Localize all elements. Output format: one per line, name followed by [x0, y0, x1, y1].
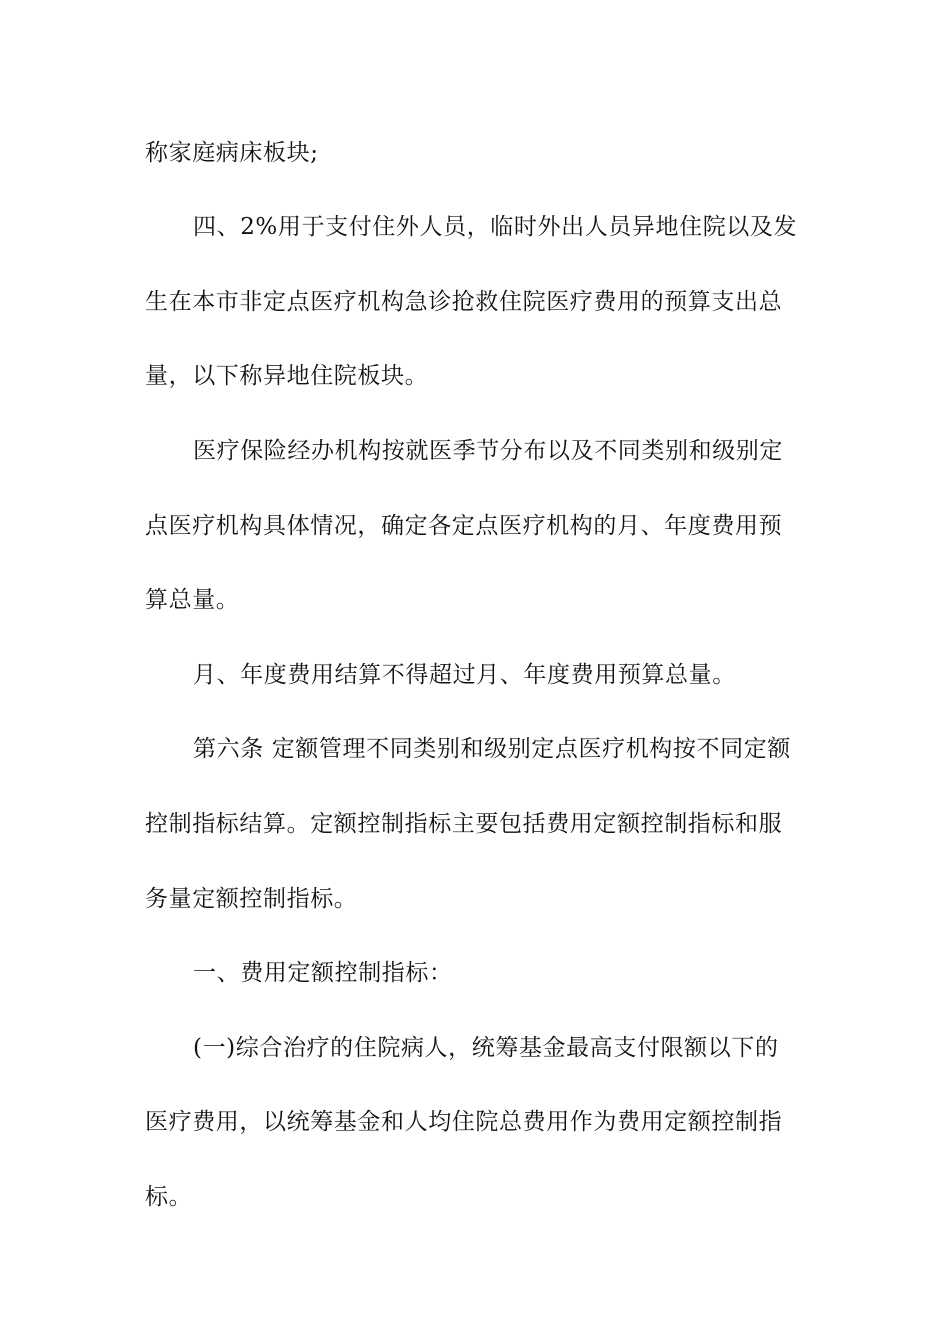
section-heading-line: 一、费用定额控制指标：	[193, 960, 453, 986]
text-line: 标。	[145, 1184, 193, 1210]
text-line: 控制指标结算。定额控制指标主要包括费用定额控制指标和服	[145, 811, 783, 837]
text-line: 务量定额控制指标。	[145, 886, 358, 912]
paragraph-start-line: 四、2%用于支付住外人员，临时外出人员异地住院以及发	[193, 214, 798, 240]
text-line: 称家庭病床板块;	[145, 140, 319, 166]
paragraph-start-line: 月、年度费用结算不得超过月、年度费用预算总量。	[193, 662, 736, 688]
paragraph-start-line: 医疗保险经办机构按就医季节分布以及不同类别和级别定	[193, 438, 783, 464]
text-line: 算总量。	[145, 587, 240, 613]
text-line: 量，以下称异地住院板块。	[145, 363, 429, 389]
text-line: 医疗费用，以统筹基金和人均住院总费用作为费用定额控制指	[145, 1109, 783, 1135]
text-line: 生在本市非定点医疗机构急诊抢救住院医疗费用的预算支出总	[145, 289, 783, 315]
text-line: 点医疗机构具体情况，确定各定点医疗机构的月、年度费用预	[145, 513, 783, 539]
paragraph-start-line: (一)综合治疗的住院病人，统筹基金最高支付限额以下的	[193, 1035, 779, 1061]
article-heading-line: 第六条 定额管理不同类别和级别定点医疗机构按不同定额	[193, 736, 791, 762]
